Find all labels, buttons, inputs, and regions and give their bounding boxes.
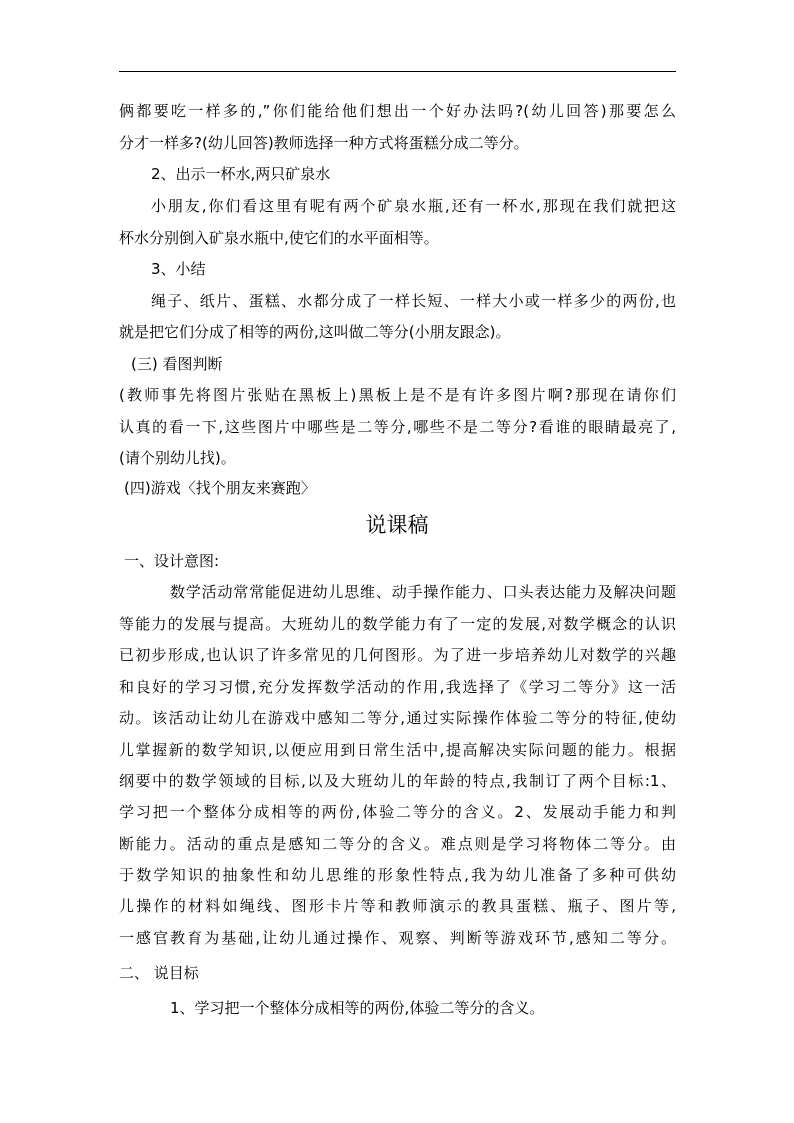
text-line: 就是把它们分成了相等的两份,这叫做二等分(小朋友跟念)。 [119,323,511,341]
text-line: 一感官教育为基础,让幼儿通过操作、观察、判断等游戏环节,感知二等分。 [119,929,676,947]
text-line: 儿掌握新的数学知识,以便应用到日常生活中,提高解决实际问题的能力。根据 [119,741,676,759]
text-line: 小朋友,你们看这里有呢有两个矿泉水瓶,还有一杯水,那现在我们就把这 [151,197,676,215]
text-line: 分才一样多?(幼儿回答)教师选择一种方式将蛋糕分成二等分。 [119,134,529,152]
text-line: 杯水分别倒入矿泉水瓶中,使它们的水平面相等。 [119,229,439,247]
text-line: 和良好的学习习惯,充分发挥数学活动的作用,我选择了《学习二等分》这一活 [119,678,676,696]
text-line: 俩都要吃一样多的,”你们能给他们想出一个好办法吗?(幼儿回答)那要怎么 [119,102,676,120]
text-line: 数学活动常常能促进幼儿思维、动手操作能力、口头表达能力及解决问题 [170,583,676,601]
text-line: 儿操作的材料如绳线、图形卡片等和教师演示的教具蛋糕、瓶子、图片等, [119,897,676,915]
text-line: 3、小结 [151,260,206,278]
text-line: 认真的看一下,这些图片中哪些是二等分,哪些不是二等分?看谁的眼睛最亮了, [119,418,676,436]
text-line: 纲要中的数学领域的目标,以及大班幼儿的年龄的特点,我制订了两个目标:1、 [119,772,676,790]
header-rule [119,71,676,72]
text-line: 学习把一个整体分成相等的两份,体验二等分的含义。2、发展动手能力和判 [119,803,676,821]
section-heading: 一、设计意图: [124,552,220,570]
text-line: (教师事先将图片张贴在黑板上)黑板上是不是有许多图片啊?那现在请你们 [119,386,676,404]
text-line: 2、出示一杯水,两只矿泉水 [151,165,331,183]
text-line: 绳子、纸片、蛋糕、水都分成了一样长短、一样大小或一样多少的两份,也 [151,292,676,310]
text-line: 断能力。活动的重点是感知二等分的含义。难点则是学习将物体二等分。由 [119,835,676,853]
text-line: (四)游戏〈找个朋友来赛跑〉 [124,479,316,497]
text-line: 于数学知识的抽象性和幼儿思维的形象性特点,我为幼儿准备了多种可供幼 [119,866,676,884]
text-line: (三) 看图判断 [131,355,223,373]
text-line: 动。该活动让幼儿在游戏中感知二等分,通过实际操作体验二等分的特征,使幼 [119,709,676,727]
text-line: (请个别幼儿找)。 [119,449,236,467]
page-title: 说课稿 [365,513,429,537]
section-heading: 二、 说目标 [119,964,199,982]
text-line: 1、学习把一个整体分成相等的两份,体验二等分的含义。 [170,999,545,1017]
text-line: 等能力的发展与提高。大班幼儿的数学能力有了一定的发展,对数学概念的认识 [119,615,676,633]
text-line: 已初步形成,也认识了许多常见的几何图形。为了进一步培养幼儿对数学的兴趣 [119,646,676,664]
